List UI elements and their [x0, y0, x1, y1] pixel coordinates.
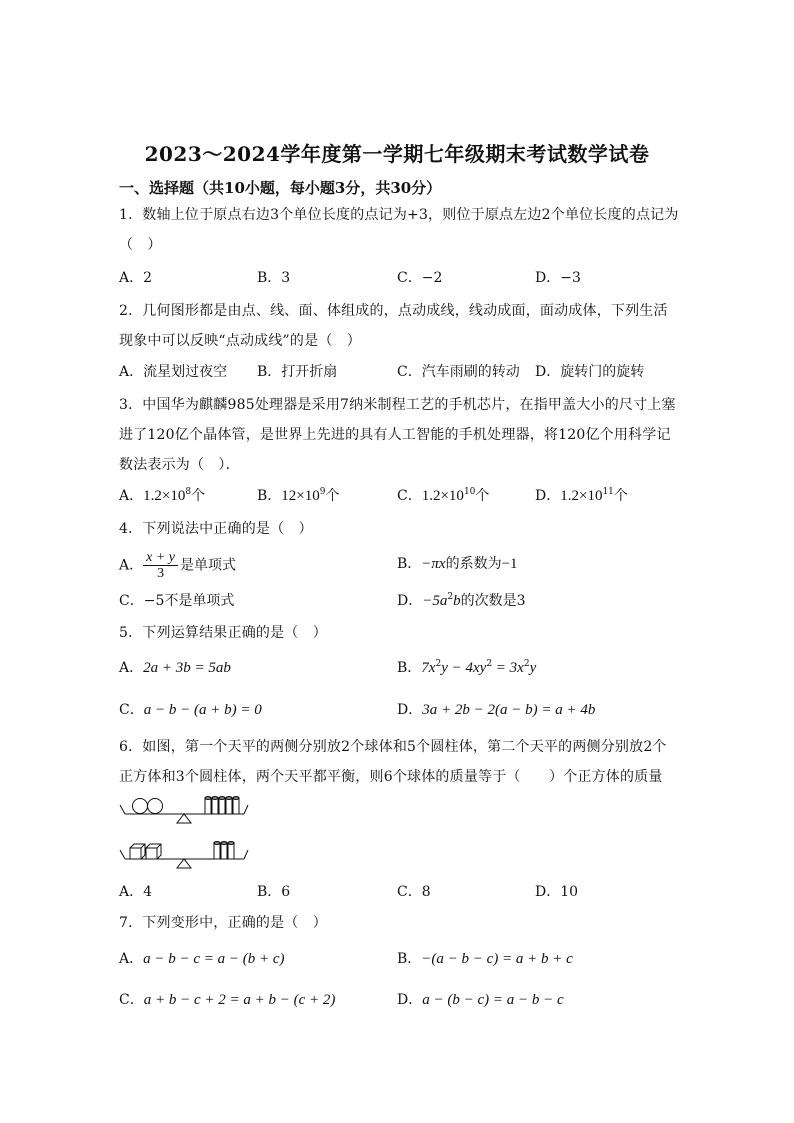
q7-option-d-expr: a − (b − c) = a − b − c [422, 992, 564, 1008]
q7-option-b [397, 949, 573, 969]
question-1-stem: 1．数轴上位于原点右边3个单位长度的点记为+3，则位于原点左边2个单位长度的点记为（ ） [119, 207, 679, 253]
q3-option-a [119, 486, 205, 506]
q7-option-b-label: B． [397, 951, 422, 967]
balance-1-right-tip [244, 805, 248, 814]
q3-option-c-unit: 个 [475, 488, 490, 504]
q3-option-d-label: D． [535, 488, 561, 504]
balance-2-left-tip [120, 850, 125, 859]
q7-option-c-expr: a + b − c + 2 = a + b − (c + 2) [143, 992, 336, 1008]
section-heading: 一、选择题（共10小题，每小题3分，共30分） [119, 179, 442, 197]
q4-option-d-label: D． [397, 593, 423, 609]
question-6-stem: 6．如图，第一个天平的两侧分别放2个球体和5个圆柱体，第二个天平的两侧分别放2个正方体和3个圆柱体，两个天平都平衡，则6个球体的质量等于（ ）个正方体的质量 [119, 739, 667, 785]
q4-option-b-label: B． [397, 556, 422, 572]
q5-option-d-label: D． [397, 702, 423, 718]
q3-option-b-unit: 个 [325, 488, 340, 504]
q7-option-d [397, 990, 564, 1010]
q5-option-b-part4: y [529, 660, 537, 676]
q5-option-c [119, 700, 262, 720]
q1-option-b: B．3 [257, 270, 291, 286]
q5-option-b-label: B． [397, 660, 422, 676]
q1-option-a: A．2 [119, 270, 153, 286]
sphere-icon [148, 799, 163, 814]
balance-2-fulcrum [177, 859, 191, 868]
q3-option-a-unit: 个 [191, 488, 206, 504]
balance-1-figure [118, 793, 250, 833]
q6-option-c: C．8 [397, 884, 431, 900]
question-5-stem: 5．下列运算结果正确的是（ ） [119, 625, 327, 641]
q7-option-a-label: A． [119, 951, 144, 967]
balance-2-figure [118, 838, 250, 878]
q2-option-a: A．流星划过夜空 [119, 364, 228, 380]
sphere-icon [133, 799, 148, 814]
q4-option-d [397, 591, 526, 611]
q1-option-d: D．−3 [535, 270, 581, 286]
q2-option-c: C．汽车雨刷的转动 [397, 364, 520, 380]
q4-option-d-expr-pre: −5a [422, 593, 448, 609]
q6-option-d: D．10 [535, 884, 579, 900]
q4-option-b-text: 的系数为 [445, 556, 502, 572]
q3-option-d [535, 486, 628, 506]
cube-icon [146, 844, 161, 859]
q5-option-c-label: C． [119, 702, 144, 718]
cylinder-group-icon [205, 797, 239, 815]
q7-option-c-label: C． [119, 992, 144, 1008]
q3-option-a-label: A． [119, 488, 144, 504]
q1-option-c: C．−2 [397, 270, 443, 286]
q5-option-d [397, 700, 595, 720]
q4-fraction-numerator: x + y [143, 550, 178, 566]
q4-option-b [397, 554, 518, 574]
q5-option-a-expr: 2a + 3b = 5ab [143, 660, 231, 676]
q4-option-d-expr-post: b [453, 593, 461, 609]
q5-option-a [119, 658, 231, 678]
q6-option-a: A．4 [119, 884, 153, 900]
question-3-stem: 3．中国华为麒麟985处理器是采用7纳米制程工艺的手机芯片，在指甲盖大小的尺寸上塞进了120亿个晶体管，是世界上先进的具有人工智能的手机处理器，将120亿个用科学记数法表示为（ ）． [119, 397, 676, 473]
q5-option-b [397, 658, 536, 678]
q5-option-b-exp1: 2 [435, 659, 442, 669]
q7-option-c [119, 990, 335, 1010]
q5-option-b-part2: y − 4xy [441, 660, 487, 676]
q3-option-b-base: 12×10 [281, 488, 320, 504]
q4-fraction-denominator: 3 [157, 566, 165, 581]
q3-option-b [257, 486, 340, 506]
q4-option-a [119, 550, 236, 581]
q7-option-a-expr: a − b − c = a − (b + c) [143, 951, 285, 967]
q3-option-c-label: C． [397, 488, 422, 504]
q5-option-c-expr: a − b − (a + b) = 0 [143, 702, 262, 718]
q3-option-d-base: 1.2×10 [560, 488, 603, 504]
question-4-stem: 4．下列说法中正确的是（ ） [119, 521, 313, 537]
q3-option-c-exp: 10 [463, 487, 476, 497]
q4-option-a-label: A． [119, 557, 144, 574]
cube-icon [130, 844, 145, 859]
balance-1-left-tip [120, 805, 125, 814]
q2-option-b: B．打开折扇 [257, 364, 338, 380]
q5-option-b-exp3: 2 [523, 659, 530, 669]
q4-option-d-exp: 2 [447, 592, 454, 602]
q4-option-a-text: 是单项式 [180, 557, 236, 574]
q3-option-c-base: 1.2×10 [421, 488, 464, 504]
q4-option-c: C．−5不是单项式 [119, 593, 235, 609]
q4-option-d-text: 的次数是3 [460, 593, 526, 609]
q4-option-b-value: −1 [501, 556, 518, 572]
q6-option-b: B．6 [257, 884, 291, 900]
balance-2-right-tip [244, 850, 248, 859]
q5-option-b-part3: = 3x [492, 660, 524, 676]
q3-option-a-exp: 8 [185, 487, 192, 497]
q7-option-b-expr: −(a − b − c) = a + b + c [421, 951, 573, 967]
q3-option-a-base: 1.2×10 [143, 488, 186, 504]
q3-option-b-label: B． [257, 488, 282, 504]
q3-option-d-unit: 个 [613, 488, 628, 504]
balance-1-fulcrum [177, 814, 191, 823]
q5-option-b-part1: 7x [421, 660, 436, 676]
question-7-stem: 7．下列变形中，正确的是（ ） [119, 915, 327, 931]
q7-option-a [119, 949, 285, 969]
q3-option-d-exp: 11 [602, 487, 614, 497]
q5-option-b-exp2: 2 [486, 659, 493, 669]
q5-option-d-expr: 3a + 2b − 2(a − b) = a + 4b [422, 702, 596, 718]
q5-option-a-label: A． [119, 660, 144, 676]
q3-option-b-exp: 9 [319, 487, 326, 497]
q7-option-d-label: D． [397, 992, 423, 1008]
q3-option-c [397, 486, 489, 506]
page-title: 2023～2024学年度第一学期七年级期末考试数学试卷 [144, 142, 650, 166]
question-2-stem: 2．几何图形都是由点、线、面、体组成的，点动成线，线动成面，面动成体，下列生活现象中可以反映“点动成线”的是（ ） [119, 303, 668, 349]
q4-option-b-expr: −πx [421, 556, 446, 572]
q4-option-a-fraction [143, 550, 178, 581]
q2-option-d: D．旋转门的旋转 [535, 364, 645, 380]
cylinder-group-icon [214, 842, 234, 860]
